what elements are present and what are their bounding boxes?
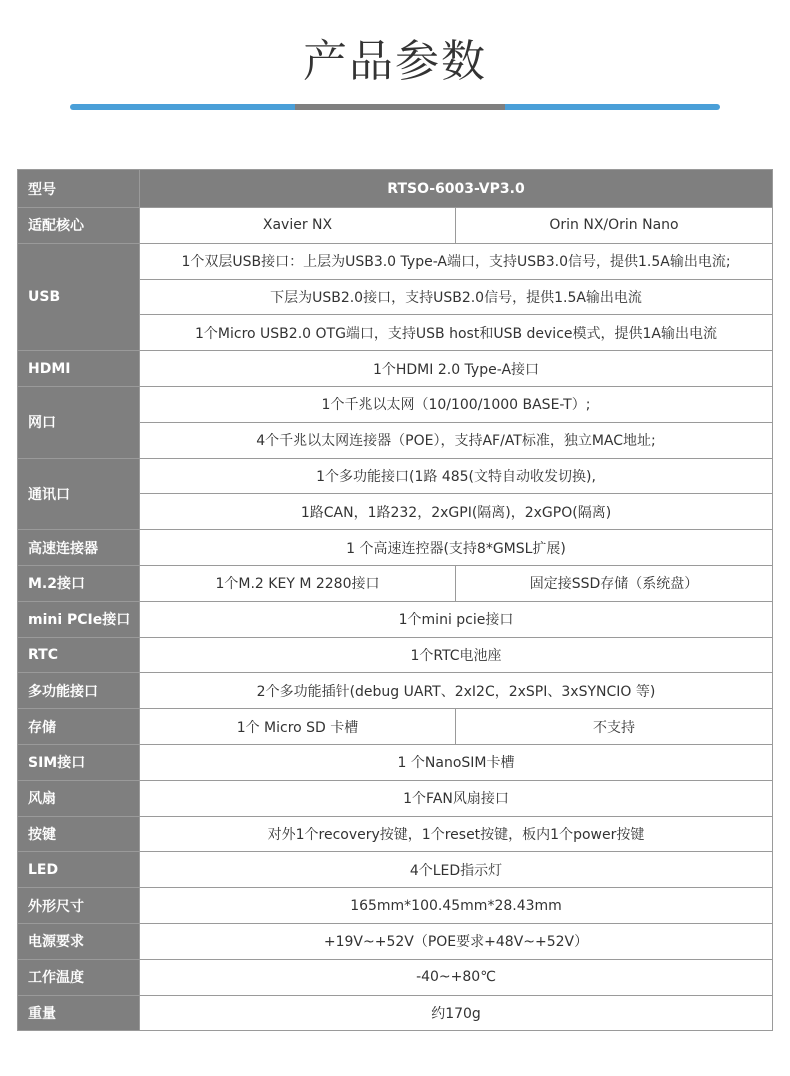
cell-value: 4个LED指示灯 xyxy=(140,852,773,888)
spec-table xyxy=(17,169,773,1031)
table-row-rtc xyxy=(18,637,773,673)
table-row-net xyxy=(18,386,773,422)
row-label: mini PCIe接口 xyxy=(18,601,140,637)
cell-value: 1个mini pcie接口 xyxy=(140,601,773,637)
cell-value: 1个M.2 KEY M 2280接口 xyxy=(140,565,456,601)
cell-value: 4个千兆以太网连接器（POE），支持AF/AT标准，独立MAC地址; xyxy=(140,422,773,458)
table-row-hdmi xyxy=(18,351,773,387)
table-row-size xyxy=(18,888,773,924)
cell-value: Xavier NX xyxy=(140,208,456,244)
table-row-minipcie xyxy=(18,601,773,637)
row-label: LED xyxy=(18,852,140,888)
table-row-sim xyxy=(18,744,773,780)
cell-value: -40~+80℃ xyxy=(140,959,773,995)
row-label: 存储 xyxy=(18,709,140,745)
row-label: HDMI xyxy=(18,351,140,387)
cell-value: 1个 Micro SD 卡槽 xyxy=(140,709,456,745)
row-label: 按键 xyxy=(18,816,140,852)
row-label: 适配核心 xyxy=(18,208,140,244)
cell-value: 约170g xyxy=(140,995,773,1031)
row-label: M.2接口 xyxy=(18,565,140,601)
row-label: RTC xyxy=(18,637,140,673)
cell-value: Orin NX/Orin Nano xyxy=(456,208,773,244)
cell-value: 1个多功能接口(1路 485(文特自动收发切换), xyxy=(140,458,773,494)
table-row-power xyxy=(18,923,773,959)
row-label: 电源要求 xyxy=(18,923,140,959)
cell-value: 2个多功能插针(debug UART、2xI2C，2xSPI、3xSYNCIO 等) xyxy=(140,673,773,709)
title-underline-middle xyxy=(295,104,505,110)
table-row-led xyxy=(18,852,773,888)
row-label: 外形尺寸 xyxy=(18,888,140,924)
cell-value: 1个FAN风扇接口 xyxy=(140,780,773,816)
title-underline-right xyxy=(505,104,720,110)
row-label: 工作温度 xyxy=(18,959,140,995)
cell-value: 1个Micro USB2.0 OTG端口，支持USB host和USB device模式，提供1A输出电流 xyxy=(140,315,773,351)
cell-value: 1个双层USB接口：上层为USB3.0 Type-A端口，支持USB3.0信号，提供1.5A输出电流; xyxy=(140,243,773,279)
row-label: 型号 xyxy=(18,170,140,208)
table-row-hsconn xyxy=(18,530,773,566)
row-label: 网口 xyxy=(18,386,140,458)
cell-value: 1个RTC电池座 xyxy=(140,637,773,673)
cell-value: 1 个高速连控器(支持8*GMSL扩展) xyxy=(140,530,773,566)
cell-value: 对外1个recovery按键，1个reset按键，板内1个power按键 xyxy=(140,816,773,852)
table-row-temp xyxy=(18,959,773,995)
row-label: SIM接口 xyxy=(18,744,140,780)
cell-value: 165mm*100.45mm*28.43mm xyxy=(140,888,773,924)
cell-value: 1个千兆以太网（10/100/1000 BASE-T）; xyxy=(140,386,773,422)
row-label: 通讯口 xyxy=(18,458,140,530)
model-value: RTSO-6003-VP3.0 xyxy=(140,170,773,208)
cell-value: 固定接SSD存储（系统盘） xyxy=(456,565,773,601)
table-row-m2 xyxy=(18,565,773,601)
row-label: 风扇 xyxy=(18,780,140,816)
cell-value: 1 个NanoSIM卡槽 xyxy=(140,744,773,780)
row-label: 重量 xyxy=(18,995,140,1031)
title-underline-left xyxy=(70,104,295,110)
table-row-multi xyxy=(18,673,773,709)
row-label: 高速连接器 xyxy=(18,530,140,566)
cell-value: 1路CAN，1路232，2xGPI(隔离)，2xGPO(隔离) xyxy=(140,494,773,530)
table-row-model xyxy=(18,170,773,208)
cell-value: +19V~+52V（POE要求+48V~+52V） xyxy=(140,923,773,959)
table-row-usb xyxy=(18,243,773,279)
row-label: USB xyxy=(18,243,140,350)
page-title: 产品参数 xyxy=(303,36,487,87)
row-label: 多功能接口 xyxy=(18,673,140,709)
table-row-keys xyxy=(18,816,773,852)
table-row-storage xyxy=(18,709,773,745)
cell-value: 下层为USB2.0接口，支持USB2.0信号，提供1.5A输出电流 xyxy=(140,279,773,315)
table-row-fan xyxy=(18,780,773,816)
cell-value: 不支持 xyxy=(456,709,773,745)
table-row-comm xyxy=(18,458,773,494)
table-row-core xyxy=(18,208,773,244)
table-row-weight xyxy=(18,995,773,1031)
cell-value: 1个HDMI 2.0 Type-A接口 xyxy=(140,351,773,387)
